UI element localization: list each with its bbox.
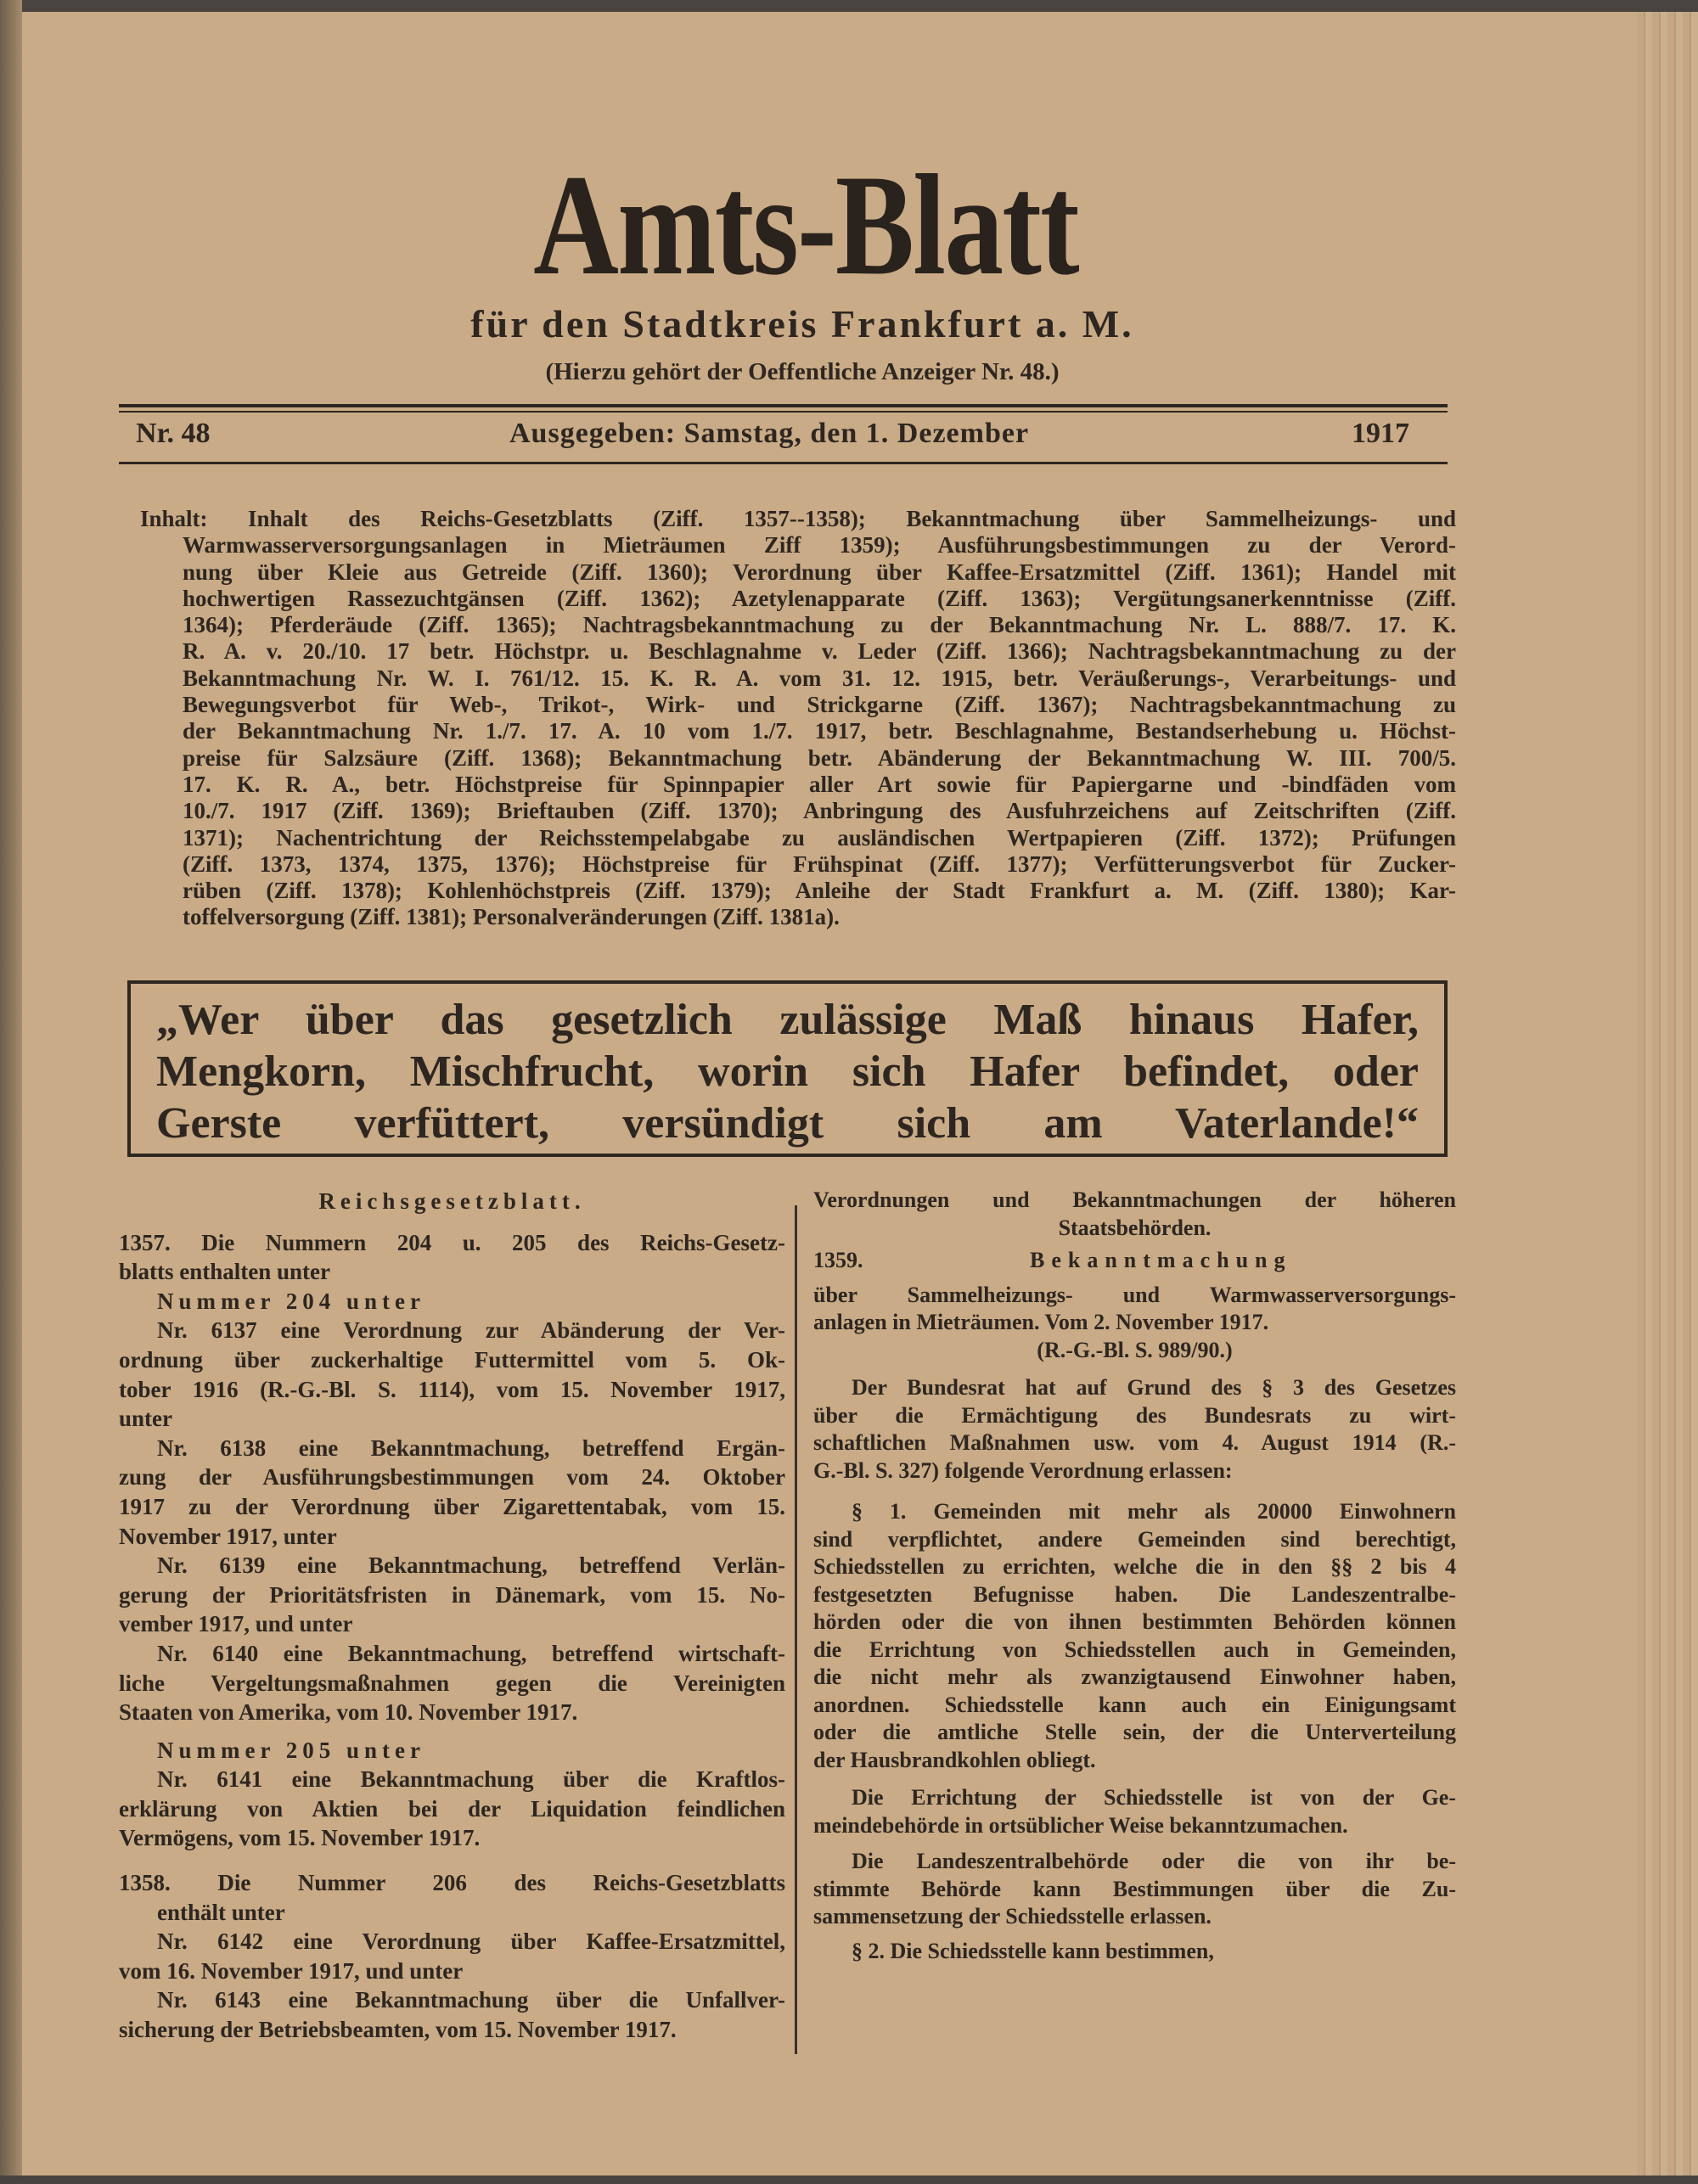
column-line: 1917 zu der Verordnung über Zigarettentabak, vom 15. bbox=[119, 1493, 785, 1519]
contents-line: 1364); Pferderäude (Ziff. 1365); Nachtragsbekanntmachung zu der Bekanntmachung Nr. L. 888/7. 17. K. bbox=[183, 612, 1456, 638]
section-heading: Verordnungen und Bekanntmachungen der höheren bbox=[813, 1187, 1456, 1212]
contents-line: preise für Salzsäure (Ziff. 1368); Bekanntmachung betr. Abänderung der Bekanntmachung W. III. 700/5. bbox=[183, 744, 1456, 771]
contents-line: Bekanntmachung Nr. W. I. 761/12. 15. K. R. A. vom 31. 12. 1915, betr. Veräußerungs-, Verarbeitungs- und bbox=[183, 665, 1456, 691]
scan-bottom-edge bbox=[0, 2176, 1698, 2184]
contents-line: nung über Kleie aus Getreide (Ziff. 1360); Verordnung über Kaffee-Ersatzmittel (Ziff. 1361); Handel mit bbox=[183, 559, 1456, 585]
item-number: 1359. bbox=[813, 1248, 863, 1272]
column-line: liche Vergeltungsmaßnahmen gegen die Vereinigten bbox=[119, 1670, 785, 1696]
column-line: tober 1916 (R.-G.-Bl. S. 1114), vom 15. November 1917, bbox=[119, 1376, 785, 1402]
column-line: die Errichtung von Schiedsstellen auch in Gemeinden, bbox=[813, 1637, 1456, 1662]
column-line: Der Bundesrat hat auf Grund des § 3 des Gesetzes bbox=[852, 1375, 1456, 1400]
table-of-contents bbox=[140, 506, 1456, 931]
notice-box bbox=[127, 980, 1448, 1157]
contents-line: Warmwasserversorgungsanlagen in Mieträumen Ziff 1359); Ausführungsbestimmungen zu der Verord- bbox=[183, 532, 1456, 559]
masthead-title: Amts-Blatt bbox=[533, 145, 1078, 305]
section-heading: Reichsgesetzblatt. bbox=[318, 1188, 586, 1214]
column-line: über die Ermächtigung des Bundesrats zu wirt- bbox=[813, 1402, 1456, 1428]
page-stack-edge bbox=[1637, 12, 1698, 2184]
issue-number: Nr. 48 bbox=[136, 418, 211, 449]
column-line: Nr. 6143 eine Bekanntmachung über die Unfallver- bbox=[157, 1987, 785, 2013]
column-line: blatts enthalten unter bbox=[119, 1259, 330, 1285]
contents-line: toffelversorgung (Ziff. 1381); Personalveränderungen (Ziff. 1381a). bbox=[183, 904, 840, 930]
contents-line: hochwertigen Rassezuchtgänsen (Ziff. 1362); Azetylenapparate (Ziff. 1363); Vergütungsanerkenntnisse (Ziff. bbox=[183, 585, 1456, 611]
column-line: unter bbox=[119, 1406, 172, 1432]
column-line: sind verpflichtet, andere Gemeinden sind berechtigt, bbox=[813, 1526, 1456, 1552]
notice-line: „Wer über das gesetzlich zulässige Maß hinaus Hafer, bbox=[156, 996, 1419, 1044]
column-line: anlagen in Mieträumen. Vom 2. November 1917. bbox=[813, 1310, 1269, 1334]
section-heading-2: Staatsbehörden. bbox=[1058, 1215, 1212, 1240]
column-line: 1358. Die Nummer 206 des Reichs-Gesetzblatts bbox=[119, 1870, 785, 1896]
column-line: Nr. 6142 eine Verordnung über Kaffee-Ersatzmittel, bbox=[157, 1929, 785, 1955]
column-line: schaftlichen Maßnahmen usw. vom 4. August 1914 (R.- bbox=[813, 1430, 1456, 1455]
column-line: sicherung der Betriebsbeamten, vom 15. November 1917. bbox=[119, 2017, 677, 2043]
column-line: Vermögens, vom 15. November 1917. bbox=[119, 1825, 481, 1851]
column-line: stimmte Behörde kann Bestimmungen über die Zu- bbox=[813, 1876, 1456, 1901]
contents-line: Bewegungsverbot für Web-, Trikot-, Wirk- und Strickgarne (Ziff. 1367); Nachtragsbekanntmachung zu bbox=[183, 692, 1456, 718]
column-line: 1357. Die Nummern 204 u. 205 des Reichs-Gesetz- bbox=[119, 1229, 785, 1255]
column-line: November 1917, unter bbox=[119, 1523, 337, 1549]
column-line: Nr. 6141 eine Bekanntmachung über die Kraftlos- bbox=[157, 1766, 785, 1793]
column-line: § 2. Die Schiedsstelle kann bestimmen, bbox=[852, 1938, 1214, 1963]
column-line: Nr. 6138 eine Bekanntmachung, betreffend Ergän- bbox=[157, 1434, 785, 1461]
header-rule-top-thin bbox=[119, 411, 1448, 413]
column-line: meindebehörde in ortsüblicher Weise bekanntzumachen. bbox=[813, 1812, 1348, 1838]
right-column bbox=[813, 1187, 1456, 1965]
header-rule-top bbox=[119, 404, 1448, 407]
contents-line: rüben (Ziff. 1378); Kohlenhöchstpreis (Ziff. 1379); Anleihe der Stadt Frankfurt a. M. (Ziff. 1380); Kar- bbox=[183, 878, 1456, 904]
column-line: Nummer 205 unter bbox=[157, 1737, 425, 1763]
column-line: sammensetzung der Schiedsstelle erlassen. bbox=[813, 1904, 1212, 1929]
column-line: Staaten von Amerika, vom 10. November 1917. bbox=[119, 1699, 578, 1726]
column-line: anordnen. Schiedsstelle kann auch ein Einigungsamt bbox=[813, 1692, 1456, 1717]
column-line: festgesetzten Befugnisse haben. Die Landeszentralbe- bbox=[813, 1581, 1456, 1607]
column-line: (R.-G.-Bl. S. 989/90.) bbox=[1037, 1337, 1233, 1362]
column-line: erklärung von Aktien bei der Liquidation feindlichen bbox=[119, 1795, 785, 1822]
contents-line: R. A. v. 20./10. 17 betr. Höchstpr. u. Beschlagnahme v. Leder (Ziff. 1366); Nachtragsbekanntmachung zu der bbox=[183, 638, 1456, 665]
masthead-subtitle: für den Stadtkreis Frankfurt a. M. bbox=[470, 302, 1134, 345]
contents-line: 17. K. R. A., betr. Höchstpreise für Spinnpapier aller Art sowie für Papiergarne und -bindfäden vom bbox=[183, 771, 1456, 797]
column-line: Nummer 204 unter bbox=[157, 1288, 425, 1314]
notice-line: Mengkorn, Mischfrucht, worin sich Hafer befindet, oder bbox=[156, 1047, 1419, 1096]
column-line: Die Landeszentralbehörde oder die von ihr be- bbox=[852, 1849, 1456, 1873]
scan-top-edge bbox=[0, 0, 1698, 12]
column-line: Die Errichtung der Schiedsstelle ist von der Ge- bbox=[852, 1785, 1456, 1810]
column-line: über Sammelheizungs- und Warmwasserversorgungs- bbox=[813, 1282, 1456, 1307]
column-line: gerung der Prioritätsfristen in Dänemark, vom 15. No- bbox=[119, 1581, 785, 1608]
left-column bbox=[119, 1187, 785, 2045]
column-line: zung der Ausführungsbestimmungen vom 24. Oktober bbox=[119, 1464, 785, 1491]
column-line: G.-Bl. S. 327) folgende Verordnung erlassen: bbox=[813, 1457, 1233, 1483]
contents-line: (Ziff. 1373, 1374, 1375, 1376); Höchstpreise für Frühspinat (Ziff. 1377); Verfütterungsverbot für Zucker- bbox=[183, 851, 1456, 877]
column-line: der Hausbrandkohlen obliegt. bbox=[813, 1747, 1096, 1772]
column-line: Schiedsstellen zu errichten, welche die in den §§ 2 bis 4 bbox=[813, 1554, 1456, 1579]
notice-line: Gerste verfüttert, versündigt sich am Vaterlande!“ bbox=[156, 1099, 1419, 1148]
masthead-note: (Hierzu gehört der Oeffentliche Anzeiger Nr. 48.) bbox=[545, 358, 1060, 385]
column-line: Nr. 6139 eine Bekanntmachung, betreffend Verlän- bbox=[157, 1552, 785, 1579]
column-line: § 1. Gemeinden mit mehr als 20000 Einwohnern bbox=[852, 1499, 1456, 1524]
contents-line: 1371); Nachentrichtung der Reichsstempelabgabe zu ausländischen Wertpapieren (Ziff. 1372); Prüfungen bbox=[183, 824, 1456, 851]
column-divider bbox=[795, 1205, 797, 2054]
column-line: vember 1917, und unter bbox=[119, 1611, 353, 1637]
issue-year: 1917 bbox=[1352, 418, 1409, 449]
contents-line: 10./7. 1917 (Ziff. 1369); Brieftauben (Ziff. 1370); Anbringung des Ausfuhrzeichens auf Zeitschriften (Ziff. bbox=[183, 798, 1456, 824]
column-line: hörden oder die von ihnen bestimmten Behörden können bbox=[813, 1609, 1456, 1634]
column-line: vom 16. November 1917, und unter bbox=[119, 1957, 464, 1984]
column-line: Nr. 6137 eine Verordnung zur Abänderung der Ver- bbox=[157, 1317, 785, 1344]
issue-date: Ausgegeben: Samstag, den 1. Dezember bbox=[509, 418, 1030, 449]
column-line: ordnung über zuckerhaltige Futtermittel vom 5. Ok- bbox=[119, 1346, 785, 1373]
contents-line: Inhalt: Inhalt des Reichs-Gesetzblatts (Ziff. 1357--1358); Bekanntmachung über Sammelheizungs- und bbox=[140, 506, 1456, 531]
contents-line: der Bekanntmachung Nr. 1./7. 17. A. 10 vom 1./7. 1917, betr. Beschlagnahme, Bestandserhebung u. Höchst- bbox=[183, 718, 1456, 744]
column-line: die nicht mehr als zwanzigtausend Einwohner haben, bbox=[813, 1665, 1456, 1689]
column-line: Nr. 6140 eine Bekanntmachung, betreffend wirtschaft- bbox=[157, 1640, 785, 1666]
item-title: Bekanntmachung bbox=[1030, 1248, 1292, 1272]
header-rule-bottom bbox=[119, 462, 1448, 464]
column-line: enthält unter bbox=[157, 1899, 285, 1925]
column-line: oder die amtliche Stelle sein, der die Unterverteilung bbox=[813, 1720, 1456, 1744]
